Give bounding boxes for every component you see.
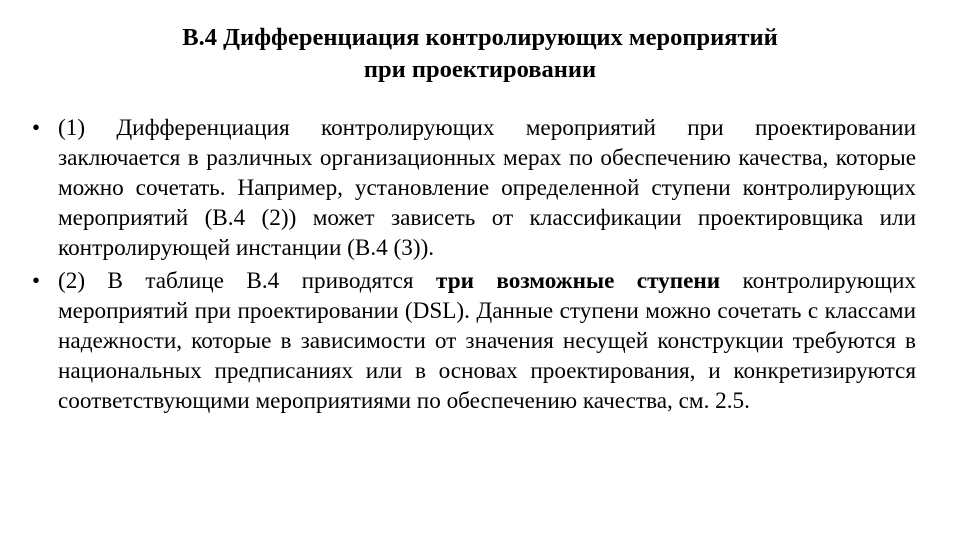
title-line-2: при проектировании bbox=[363, 56, 597, 83]
bullet-text-2-start: (2) В таблице B.4 приводятся bbox=[58, 268, 437, 294]
bullet-icon: • bbox=[32, 268, 41, 293]
bullet-text-2-end: контролирующих мероприятий при проектировании (DSL). Данные ступени можно сочетать с классами надежности, которые в зависимости от значения несущей конструкции требуются в национальных предписаниях или в основах проектирования, и конкретизируются соответствующими мероприятиями по обеспечению качества, см. 2.5. bbox=[58, 268, 916, 414]
bullet-icon: • bbox=[32, 115, 41, 140]
bullet-item-1 bbox=[28, 113, 916, 263]
bullet-text-2-bold: три возможные ступени bbox=[436, 268, 721, 294]
title-line-1: B.4 Дифференциация контролирующих мероприятий bbox=[182, 24, 778, 51]
bullet-list bbox=[28, 113, 916, 419]
bullet-text-1: (1) Дифференциация контролирующих мероприятий при проектировании заключается в различных организационных мерах по обеспечению качества, которые можно сочетать. Например, установление определенной ступени контролирующих мероприятий (B.4 (2)) может зависеть от классификации проектировщика или контролирующей инстанции (B.4 (3)). bbox=[58, 115, 916, 261]
bullet-item-2 bbox=[28, 266, 916, 416]
slide-title bbox=[40, 22, 920, 86]
